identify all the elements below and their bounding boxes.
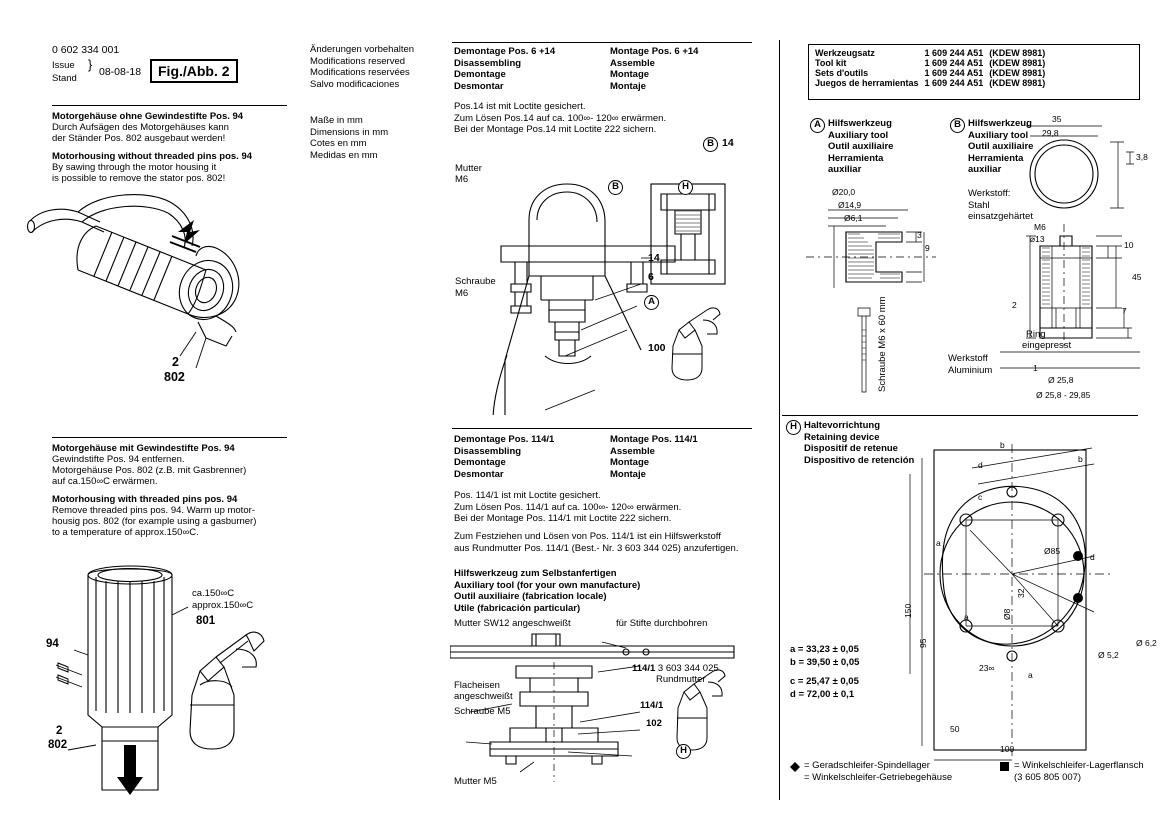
tool-a-dim-149: Ø14,9 [838,200,862,210]
legend-text-2: = Winkelschleifer-Getriebegehäuse [804,772,953,783]
tool-h-dim-a: a [936,538,941,548]
toolkit-label-3: Juegos de herramientas [815,78,919,88]
part-number: 0 602 334 001 [52,44,120,56]
tool-b-dim-2: 2 [1012,300,1017,310]
mid-bottom-head-de-4: Desmontar [454,468,504,480]
label-mutter-m5: Mutter M5 [454,776,497,787]
tool-h-l4: Dispositivo de retención [804,454,915,466]
mid-top-head-en-1: Montage Pos. 6 +14 [610,46,699,57]
mid-top-head-de-2: Disassembling [454,57,522,69]
table-row [813,78,1049,88]
tool-b-dim-7: 7 [1122,306,1127,316]
mid-bottom-body-1: Pos. 114/1 ist mit Loctite gesichert. [454,490,601,501]
tool-h-l3: Dispositif de retenue [804,443,898,454]
mid-bottom-head-de [454,434,554,480]
tool-h-dim-62: Ø 6,2 [1136,638,1157,648]
tool-a-l5: auxiliar [828,164,862,175]
mid-top-head-de-4: Desmontar [454,80,504,92]
mid-top-head-en-4: Montaje [610,80,646,92]
label-stifte-durchbohren: für Stifte durchbohren [616,618,708,629]
left-block2-callout-802: 802 [48,739,68,751]
tool-h-dim-d85: Ø85 [1044,546,1061,556]
badge-a-tool: A [810,118,825,133]
issue-date: 08-08-18 [99,66,142,78]
motor-housing-heating-drawing [40,545,290,810]
tool-h-dim-d2: d [1090,552,1095,562]
mid-top-head-de-3: Demontage [454,69,506,80]
mid-top-body [454,101,666,136]
mid-top-head-en-2: Assemble [610,57,655,69]
mid-bottom-body [454,490,681,525]
divider-mid-1 [452,42,752,43]
tool-a-dim-61: Ø6,1 [844,213,863,223]
tool-b-l2: Auxiliary tool [968,129,1029,141]
left-block2-title-de: Motorgehäuse mit Gewindestifte Pos. 94 [52,443,235,454]
mid-top-body-3: Bei der Montage Pos.14 mit Loctite 222 sichern. [454,124,657,135]
tool-b-dim-298: 29,8 [1042,128,1059,138]
tool-b-dim-35: 35 [1052,114,1062,124]
dim-line-3: Cotes en mm [310,138,367,149]
badge-h-top: H [678,180,693,195]
motor-housing-sawn-drawing [20,186,290,401]
tool-b-dim-258: Ø 25,8 [1048,375,1074,385]
left-block2-callout-94: 94 [46,638,59,650]
toolkit-code-1: (KDEW 8981) [989,58,1046,68]
mid-bottom-head-en-3: Montage [610,457,650,468]
mid-bottom-body-2nd [454,531,738,554]
tool-a-l3: Outil auxiliaire [828,141,894,152]
tool-h-dim-50: 50 [950,724,960,734]
table-row [813,48,1049,58]
badge-h-tool: H [786,420,801,435]
tool-h-dim-52: Ø 5,2 [1098,650,1119,660]
dim-line-1: Maße in mm [310,115,363,126]
mid-bottom-head-en-2: Assemble [610,445,655,457]
tool-b-dim-10: 10 [1124,240,1134,250]
stand-label: Stand [52,73,77,84]
mid-bottom-head-de-3: Demontage [454,457,506,468]
label-mutter-m6: M6 [455,174,469,185]
label-schraube-m6: M6 [455,288,469,299]
left-block2-body-en-1: Remove threaded pins pos. 94. Warm up motor- [52,505,255,516]
label-schraube-m5: Schraube M5 [454,706,511,717]
left-block2-callout-2: 2 [56,725,63,737]
tool-h-dim-d8: Ø8 [1002,608,1012,620]
left-block2-body-de-1: Gewindstifte Pos. 94 entfernen. [52,454,185,465]
mid-bottom-body-3: Bei der Montage Pos. 114/1 mit Loctite 222 sichern. [454,513,672,524]
tool-b-dim-m6: M6 [1034,222,1046,232]
retaining-device-drawing [862,434,1162,764]
callout-114-1-b: 114/1 [640,700,664,711]
tool-b-mat-b2: Aluminium [948,365,993,376]
changes-line-3: Modifications reservées [310,67,410,78]
table-row [813,58,1049,68]
tool-heading-en: Auxiliary tool (for your own manufacture) [454,579,641,591]
mid-bottom-head-de-1: Demontage Pos. 114/1 [454,434,555,445]
left-block2-body-en-2: housig pos. 802 (for example using a gasburner) [52,516,257,527]
mid-top-detail-14: 14 [722,137,734,149]
left-block2-title-en: Motorhousing with threaded pins pos. 94 [52,494,238,505]
legend-text-1: = Geradschleifer-Spindellager [804,760,930,771]
dim-line-4: Medidas en mm [310,149,378,161]
tool-b-dim-38: 3,8 [1136,152,1148,162]
left-block2-temp-en: approx.150∞C [192,600,254,611]
toolkit-code-2: (KDEW 8981) [989,68,1046,78]
callout-rundmutter: Rundmutter [656,674,706,685]
changes-notes [310,44,414,90]
toolkit-number-1: 1 609 244 A51 [924,58,984,68]
tool-h-dim-32: 32 [1016,588,1026,598]
toolkit-label-1: Tool kit [815,58,847,68]
legend-text-3: = Winkelschleifer-Lagerflansch [1014,760,1144,771]
figure-badge-label: Fig./Abb. 2 [150,59,238,83]
tool-h-dim-b: b [1000,440,1005,450]
badge-a-top: A [644,295,659,310]
toolkit-number-2: 1 609 244 A51 [924,68,984,78]
tool-heading-es: Utile (fabricación particular) [454,602,581,614]
tool-h-dim-angle: 23∞ [979,663,995,673]
tool-h-dim-a3: a [1028,670,1033,680]
tool-a-dim-20: Ø20,0 [832,187,856,197]
tool-b-dim-258-2985: Ø 25,8 - 29,85 [1036,390,1091,400]
left-block2-body-en-3: to a temperature of approx.150∞C. [52,527,199,538]
tool-b-dim-13-val: 13 [1035,234,1045,244]
mid-top-callout-100: 100 [648,342,666,354]
tool-h-value-a: a = 33,23 ± 0,05 [790,644,859,655]
toolkit-code-0: (KDEW 8981) [989,48,1046,58]
toolkit-label-2: Sets d'outils [815,68,869,78]
mid-top-callout-6: 6 [648,271,654,283]
tool-a-l1: Hilfswerkzeug [828,118,892,129]
tool-a-dim-9: 9 [925,243,930,253]
toolkit-number-0: 1 609 244 A51 [924,48,984,58]
badge-b-detail: B [703,137,718,152]
left-block1-body-de-2: der Ständer Pos. 802 ausgebaut werden! [52,133,226,144]
brace-icon: } [88,58,93,72]
toolkit-table [808,44,1140,100]
legend-diamond-icon [790,762,800,772]
column-divider [779,40,780,800]
tool-h-dim-b2: b [1078,454,1083,464]
badge-b-top: B [608,180,623,195]
mid-top-body-2: Zum Lösen Pos.14 auf ca. 100∞- 120∞ erwärmen. [454,112,667,124]
tool-b-mat-3: einsatzgehärtet [968,211,1033,222]
toolkit-number-3: 1 609 244 A51 [924,78,984,88]
divider-left-1 [52,105,287,106]
tool-b-l1: Hilfswerkzeug [968,118,1032,129]
tool-b-dim-45: 45 [1132,272,1142,282]
tool-b-ring-1: Ring [1026,329,1046,340]
label-schraube: Schraube [455,276,496,287]
divider-right [782,415,1138,416]
tool-a-screw-label: Schraube M6 x 60 mm [877,296,888,392]
toolkit-label-0: Werkzeugsatz [815,48,875,58]
tool-b-dim-1: 1 [1033,363,1038,373]
callout-rundmutter-no: 3 603 344 025 [657,663,719,674]
left-block1-callout-802: 802 [164,370,185,384]
tool-h-dim-a2: a [964,612,969,622]
left-block1-body-en-2: is possible to remove the stator pos. 802! [52,173,226,184]
tool-h-value-c: c = 25,47 ± 0,05 [790,676,859,687]
tool-a-l2: Auxiliary tool [828,129,889,141]
mid-bottom-head-en [610,434,698,480]
divider-left-2 [52,437,287,438]
left-block1-body-de-1: Durch Aufsägen des Motorgehäuses kann [52,122,229,133]
mid-top-head-en-3: Montage [610,69,650,80]
changes-line-1: Änderungen vorbehalten [310,44,415,55]
callout-102: 102 [646,718,662,729]
tool-b-mat-b1: Werkstoff [948,353,988,364]
mid-top-head-de [454,46,555,92]
tool-h-dim-d: d [978,460,983,470]
toolkit-rows [813,48,1049,88]
left-block2-temp-de: ca.150∞C [192,588,235,599]
tool-h-dim-95: 95 [918,638,928,648]
left-block2-body-de-3: auf ca.150∞C erwärmen. [52,476,158,487]
mid-top-callout-14: 14 [648,252,660,264]
dim-line-2: Dimensions in mm [310,126,389,138]
tool-h-dim-150: 150 [903,603,913,618]
mid-bottom-head-en-4: Montaje [610,468,646,480]
changes-line-4: Salvo modificaciones [310,78,400,90]
legend-text-4: (3 605 805 007) [1014,772,1082,783]
left-block1-body-en-1: By sawing through the motor housing it [52,162,217,173]
tool-b-l5: auxiliar [968,164,1002,175]
tool-b-mat-1: Werkstoff: [968,188,1011,199]
mid-bottom-head-de-2: Disassembling [454,445,522,457]
mid-bottom-tool-heading [454,568,640,614]
label-flacheisen-1: Flacheisen [454,680,500,691]
tool-h-dim-100: 100 [1000,744,1015,754]
mid-bottom-head-en-1: Montage Pos. 114/1 [610,434,698,445]
left-block1-title-de: Motorgehäuse ohne Gewindestifte Pos. 94 [52,111,244,122]
tool-a-labels [828,118,893,176]
tool-a-l4: Herramienta [828,152,884,164]
tool-b-l4: Herramienta [968,152,1024,164]
tool-a-drawing [806,180,946,400]
tool-h-dim-c: c [978,492,983,502]
legend-square-icon [1000,762,1009,771]
mid-top-body-1: Pos.14 ist mit Loctite gesichert. [454,101,586,112]
mid-top-head-de-1: Demontage Pos. 6 +14 [454,46,556,57]
callout-114-1-a [632,663,719,675]
left-block1-title-en: Motorhousing without threaded pins pos. 94 [52,151,253,162]
left-block1-callout-2: 2 [172,355,179,369]
left-block2-body-de-2: Motorgehäuse Pos. 802 (z.B. mit Gasbrenner) [52,465,247,476]
tool-a-dim-3: 3 [917,230,922,240]
divider-mid-2 [452,428,752,429]
tool-b-dim-13: ⌀13 [1030,234,1045,244]
figure-badge [150,59,238,83]
badge-b-tool: B [950,118,965,133]
tool-h-l2: Retaining device [804,431,880,443]
tool-h-value-b: b = 39,50 ± 0,05 [790,657,860,668]
dimension-notes [310,115,388,161]
label-flacheisen-2: angeschweißt [454,691,513,702]
tool-b-l3: Outil auxiliaire [968,141,1034,152]
table-row [813,68,1049,78]
mid-bottom-body-2: Zum Lösen Pos. 114/1 auf ca. 100∞- 120∞ erwärmen. [454,501,682,513]
label-mutter-sw12: Mutter SW12 angeschweißt [454,618,571,629]
tool-b-ring-2: eingepresst [1022,340,1072,351]
changes-line-2: Modifications reserved [310,55,406,67]
mid-top-head-en [610,46,698,92]
mid-bottom-body-4: Zum Festziehen und Lösen von Pos. 114/1 ist ein Hilfswerkstoff [454,531,721,542]
toolkit-code-3: (KDEW 8981) [989,78,1046,88]
mid-bottom-body-5: aus Rundmutter Pos. 114/1 (Best.- Nr. 3 603 344 025) anzufertigen. [454,542,739,554]
badge-h-bottom: H [676,744,691,759]
callout-114-1-a-label: 114/1 [632,663,656,674]
tool-h-value-d: d = 72,00 ± 0,1 [790,689,855,700]
label-mutter: Mutter [455,163,482,174]
issue-label: Issue [52,60,75,71]
tool-heading-de: Hilfswerkzeug zum Selbstanfertigen [454,568,617,579]
tool-h-l1: Haltevorrichtung [804,420,881,431]
tool-b-mat-2: Stahl [968,199,990,211]
tool-heading-fr: Outil auxiliaire (fabrication locale) [454,591,607,602]
left-block2-callout-801: 801 [196,615,216,627]
